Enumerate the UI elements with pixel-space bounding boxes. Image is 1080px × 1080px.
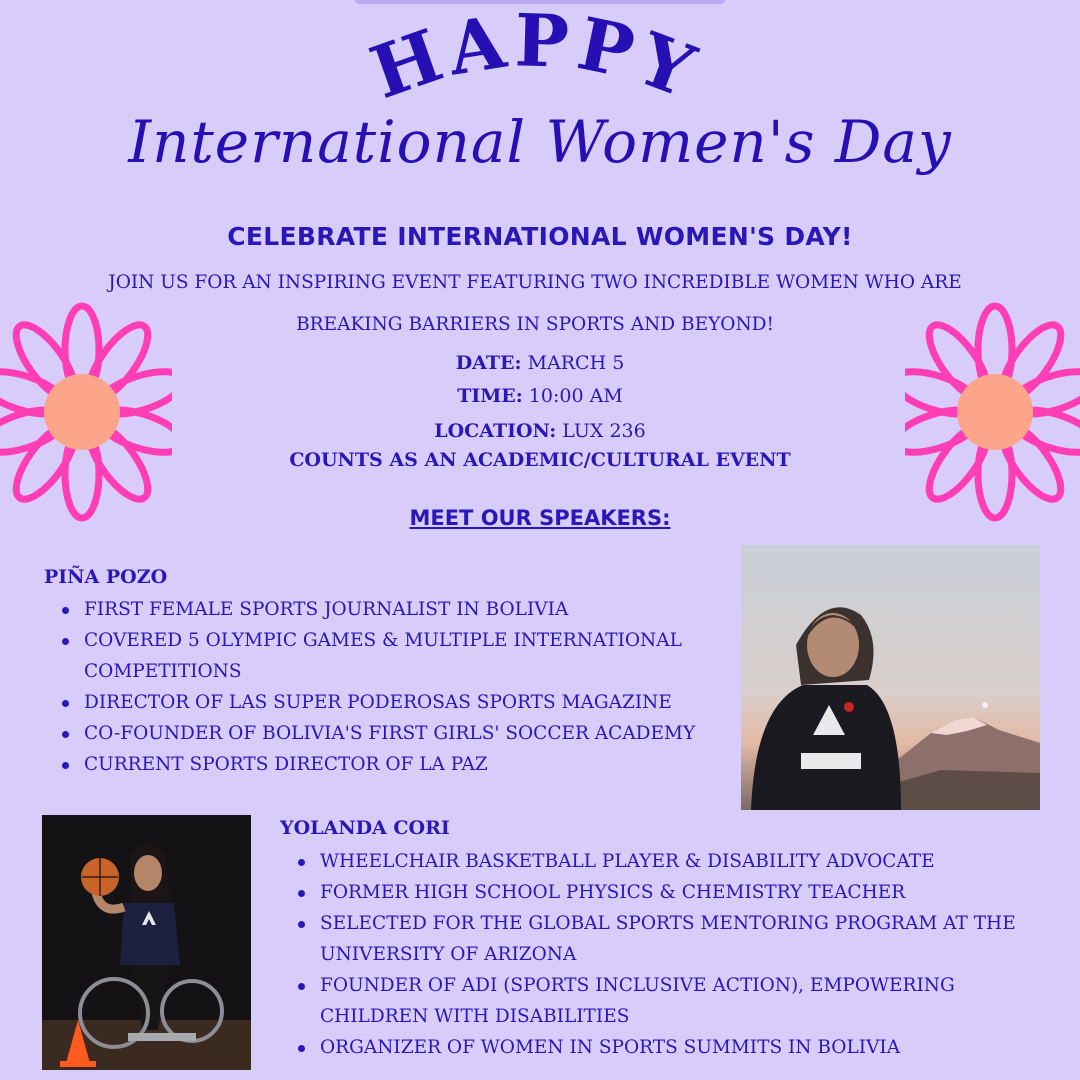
photo-yolanda-cori: [42, 815, 251, 1070]
list-item: FOUNDER OF ADI (SPORTS INCLUSIVE ACTION), EMPOWERING CHILDREN WITH DISABILITIES: [296, 970, 1026, 1032]
meet-speakers-heading: MEET OUR SPEAKERS:: [409, 506, 671, 530]
speaker-name-yolanda-cori: YOLANDA CORI: [280, 817, 450, 839]
list-item: ORGANIZER OF WOMEN IN SPORTS SUMMITS IN BOLIVIA: [296, 1032, 1026, 1063]
script-title: International Women's Day: [128, 108, 952, 176]
list-item: WHEELCHAIR BASKETBALL PLAYER & DISABILITY ADVOCATE: [296, 846, 1026, 877]
location-value: LUX 236: [556, 420, 646, 442]
list-item: CURRENT SPORTS DIRECTOR OF LA PAZ: [60, 749, 740, 780]
intro-line-1: JOIN US FOR AN INSPIRING EVENT FEATURING TWO INCREDIBLE WOMEN WHO ARE: [108, 272, 962, 293]
intro-line-2: BREAKING BARRIERS IN SPORTS AND BEYOND!: [296, 314, 774, 335]
list-item: COVERED 5 OLYMPIC GAMES & MULTIPLE INTERNATIONAL COMPETITIONS: [60, 625, 740, 687]
speaker-bullets-pina-pozo: [60, 594, 740, 780]
time-value: 10:00 AM: [522, 385, 623, 407]
list-item: SELECTED FOR THE GLOBAL SPORTS MENTORING PROGRAM AT THE UNIVERSITY OF ARIZONA: [296, 908, 1026, 970]
flower-icon-right: [905, 292, 1080, 532]
date-label: DATE:: [455, 352, 522, 374]
list-item: CO-FOUNDER OF BOLIVIA'S FIRST GIRLS' SOCCER ACADEMY: [60, 718, 740, 749]
flower-icon-left: [0, 292, 172, 532]
date-value: MARCH 5: [521, 352, 625, 374]
location-label: LOCATION:: [434, 420, 557, 442]
happy-text: HAPPY: [360, 0, 711, 116]
list-item: FORMER HIGH SCHOOL PHYSICS & CHEMISTRY TEACHER: [296, 877, 1026, 908]
svg-text:HAPPY: [360, 0, 711, 116]
speaker-name-pina-pozo: PIÑA POZO: [44, 566, 168, 588]
time-label: TIME:: [457, 385, 523, 407]
speaker-bullets-yolanda-cori: [296, 846, 1026, 1063]
counts-note: COUNTS AS AN ACADEMIC/CULTURAL EVENT: [289, 449, 791, 471]
list-item: DIRECTOR OF LAS SUPER PODEROSAS SPORTS MAGAZINE: [60, 687, 740, 718]
celebrate-heading: CELEBRATE INTERNATIONAL WOMEN'S DAY!: [227, 222, 853, 251]
list-item: FIRST FEMALE SPORTS JOURNALIST IN BOLIVIA: [60, 594, 740, 625]
photo-pina-pozo: [741, 545, 1040, 810]
